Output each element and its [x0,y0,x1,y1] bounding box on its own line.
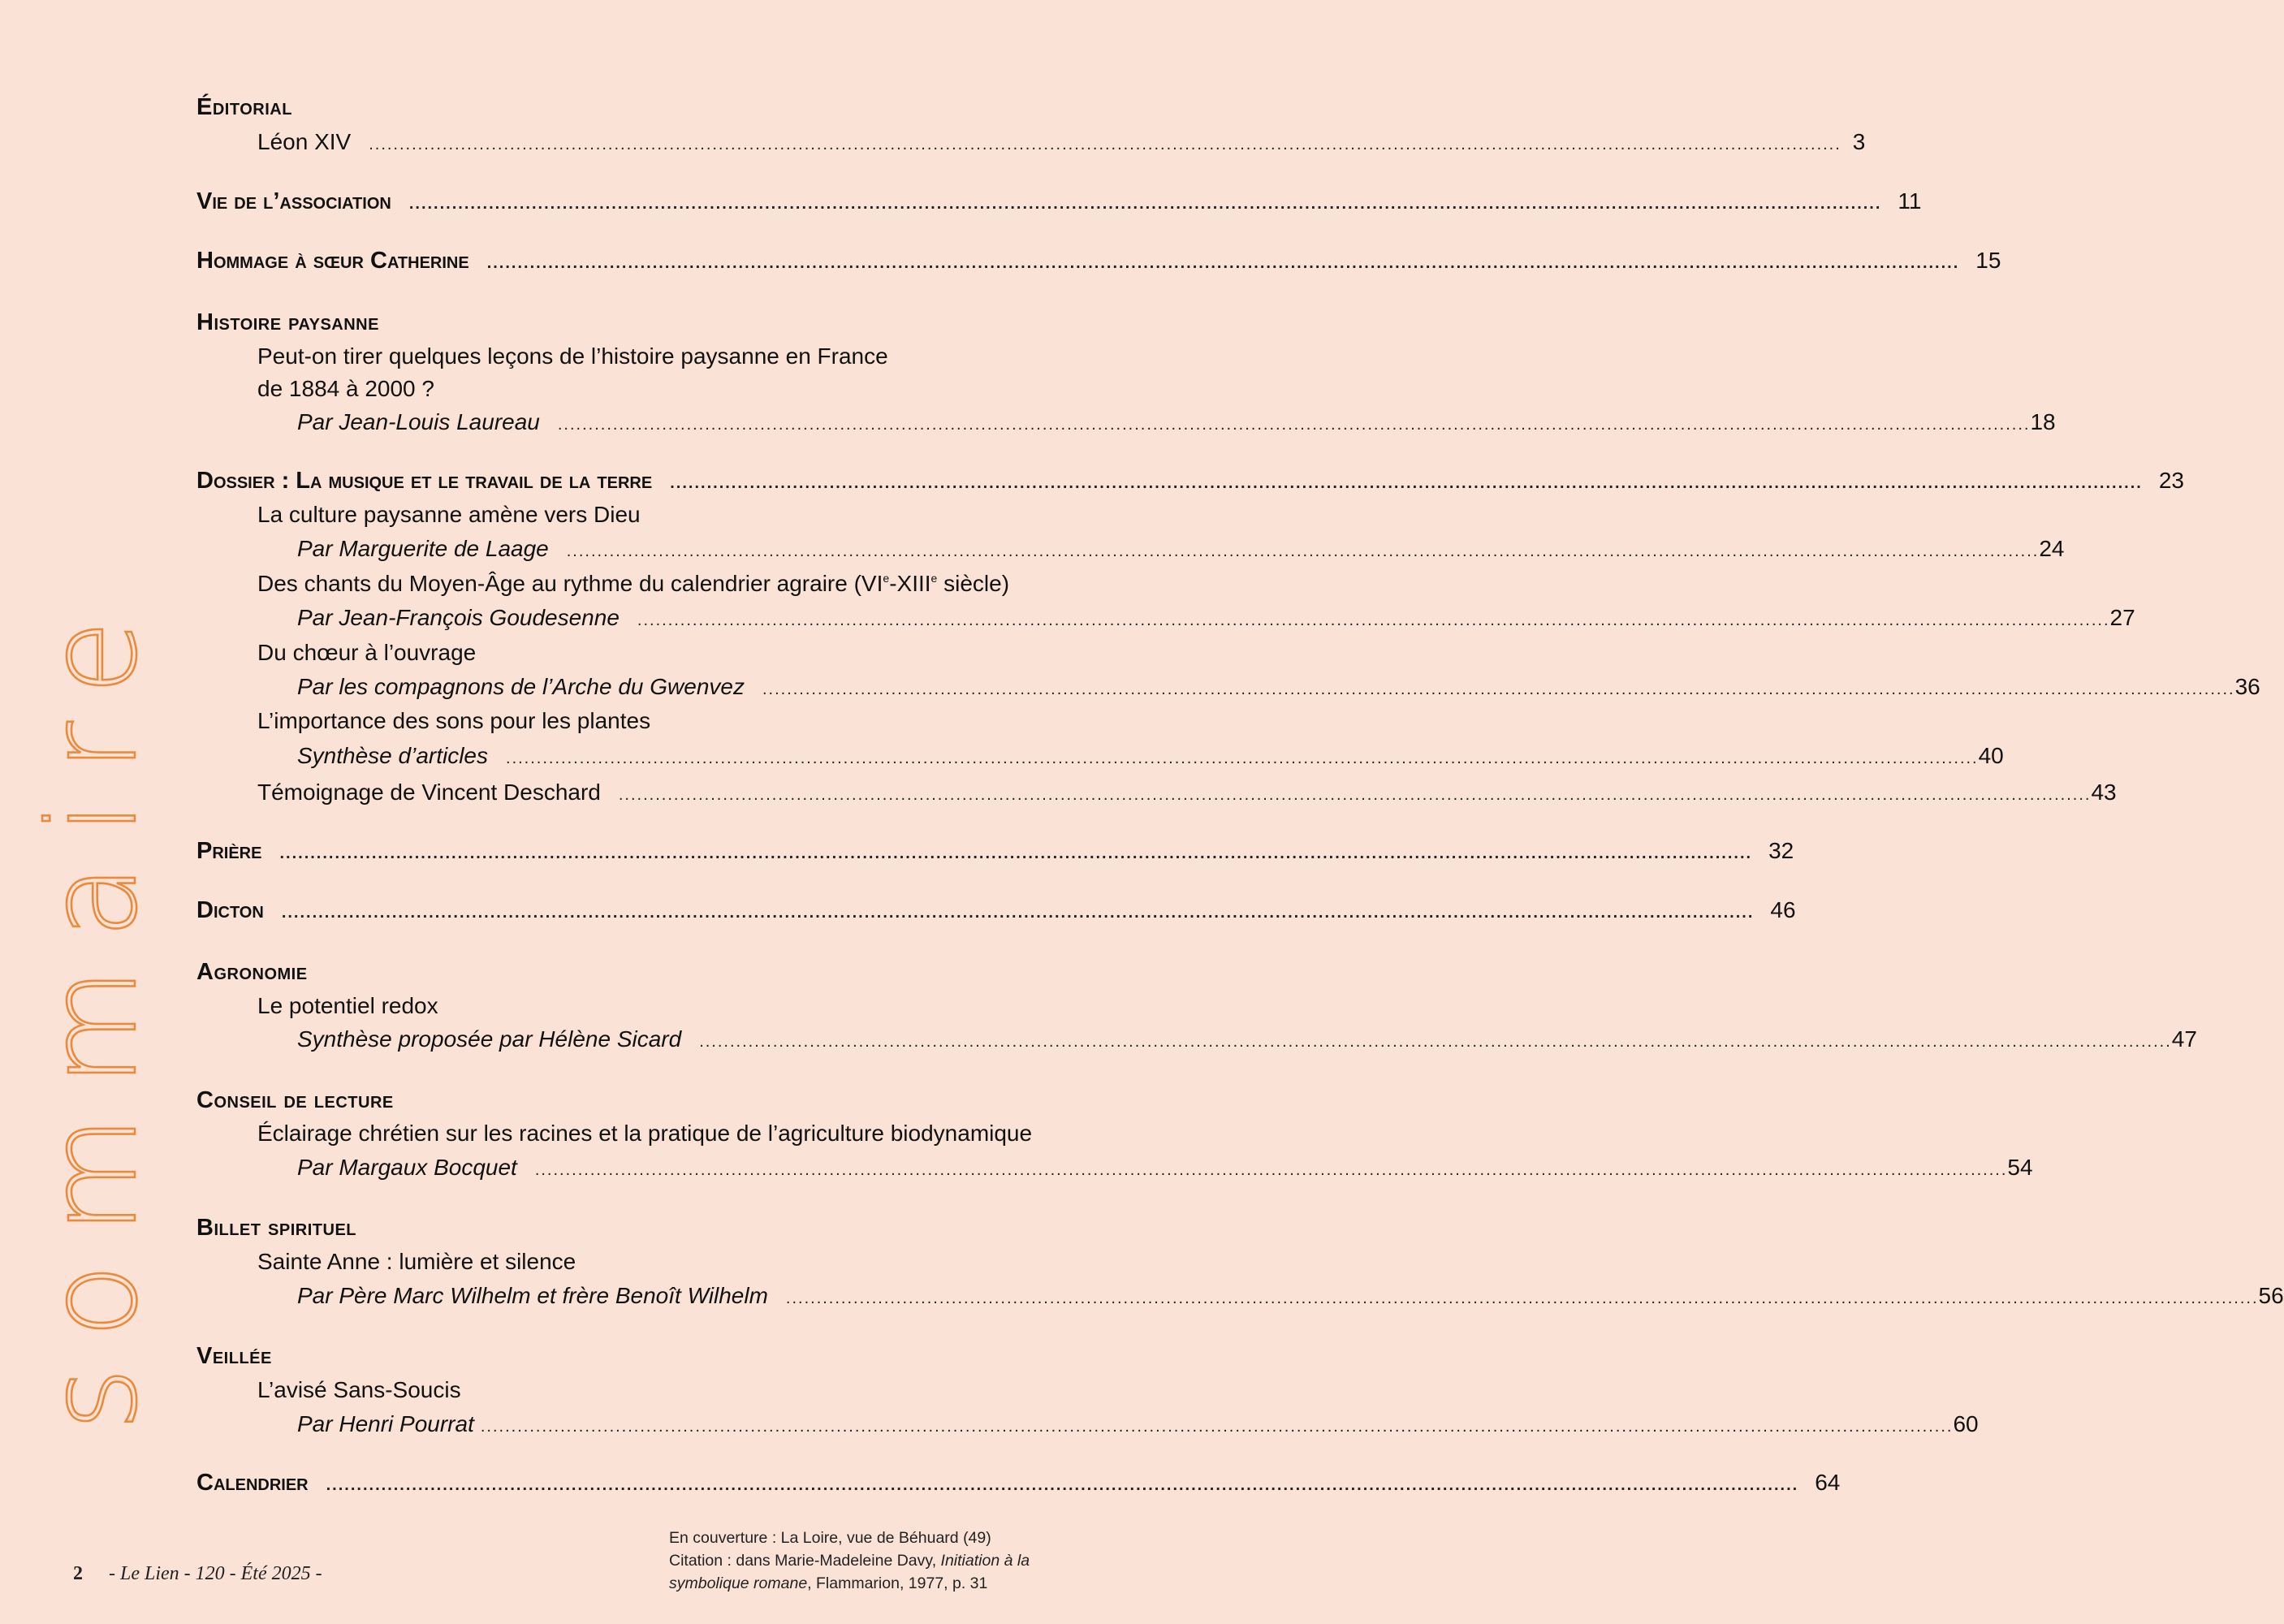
dot-leader [279,844,1752,863]
article-title: Sainte Anne : lumière et silence [257,1249,576,1274]
toc-entry-dossier[interactable] [196,468,2184,500]
entry-page: 36 [2234,674,2260,699]
article-title: L’avisé Sans-Soucis [257,1377,461,1402]
entry-page: 24 [2039,536,2065,561]
sommaire-vertical-title [23,180,164,1431]
article-title: Des chants du Moyen-Âge au rythme du calendrier agraire (VIe-XIIIe siècle) [257,571,1010,596]
entry-page: 15 [1975,248,2001,273]
toc-entry-hommage[interactable] [196,248,2001,280]
entry-page: 32 [1768,838,1794,863]
cover-credit: En couverture : La Loire, vue de Béhuard (49) [669,1529,991,1547]
entry-author: Par Père Marc Wilhelm et frère Benoît Wilhelm [297,1283,768,1308]
dot-leader [487,254,1960,273]
entry-page: 40 [1978,743,2004,768]
entry-author: Par Jean-François Goudesenne [297,605,620,630]
toc-entry-dossier-4[interactable] [297,743,2004,775]
entry-author: Synthèse proposée par Hélène Sicard [297,1026,682,1052]
toc-entry-histoire-author[interactable] [297,409,2056,442]
toc-entry-dossier-3[interactable] [297,674,2260,706]
section-title-editorial: Éditorial [196,94,292,120]
dot-leader [481,1418,1954,1436]
dot-leader [637,611,2110,630]
quote-credit: Citation : dans Marie-Madeleine Davy, Initiation à la symbolique romane, Flammarion, 1977, p. 31 [669,1552,1030,1592]
dot-leader [409,195,1882,214]
section-title-hommage: Hommage à sœur Catherine [196,248,469,274]
entry-page: 11 [1898,188,1922,214]
section-title-billet: Billet spirituel [196,1215,356,1241]
section-title-calendrier: Calendrier [196,1470,309,1496]
section-title-conseil: Conseil de lecture [196,1087,394,1113]
entry-page: 54 [2007,1155,2033,1180]
entry-page: 43 [2091,780,2117,805]
dot-leader [535,1161,2008,1180]
entry-author: Par les compagnons de l’Arche du Gwenvez [297,674,745,699]
entry-page: 46 [1770,897,1796,922]
dot-leader [699,1033,2172,1052]
dot-leader [786,1289,2259,1308]
entry-author: Par Margaux Bocquet [297,1155,517,1180]
dot-leader [326,1476,1799,1495]
toc-entry-dicton[interactable] [196,897,1796,930]
section-title-dicton: Dicton [196,897,264,923]
toc-entry-dossier-1[interactable] [297,536,2065,568]
page-footer [73,1563,322,1585]
entry-page: 64 [1815,1470,1841,1495]
entry-page: 60 [1953,1411,1979,1436]
article-title: Du chœur à l’ouvrage [257,640,477,665]
article-title: Le potentiel redox [257,993,438,1018]
toc-entry-priere[interactable] [196,838,1794,870]
dot-leader [558,416,2031,434]
section-title-agronomie: Agronomie [196,959,308,985]
toc-entry-vie-association[interactable] [196,188,1922,221]
section-title-dossier: Dossier : La musique et le travail de la terre [196,468,653,494]
entry-page: 23 [2158,468,2184,493]
section-title-veillee: Veillée [196,1343,272,1369]
entry-page: 27 [2109,605,2135,630]
article-title: La culture paysanne amène vers Dieu [257,502,641,527]
entry-label: Léon XIV [257,129,352,154]
toc-entry-leon-xiv[interactable] [257,129,1866,162]
cover-credits [669,1527,1083,1595]
dot-leader [670,474,2143,493]
toc-entry-dossier-2[interactable] [297,605,2135,637]
entry-page: 18 [2030,409,2056,434]
article-title: L’importance des sons pour les plantes [257,708,651,733]
toc-entry-calendrier[interactable] [196,1470,1841,1502]
entry-author: Par Marguerite de Laage [297,536,549,561]
article-title-line-1: Peut-on tirer quelques leçons de l’histoire paysanne en France [257,343,888,369]
article-title: Éclairage chrétien sur les racines et la pratique de l’agriculture biodynamique [257,1121,1033,1146]
sommaire-text: sommaire [23,590,164,1431]
dot-leader [369,136,1841,154]
entry-author: Synthèse d’articles [297,743,489,768]
magazine-issue: - Le Lien - 120 - Été 2025 - [109,1563,322,1584]
toc-entry-conseil[interactable] [297,1155,2033,1187]
toc-entry-dossier-5[interactable] [257,780,2117,812]
entry-page: 56 [2258,1283,2284,1308]
entry-page: 47 [2171,1026,2197,1052]
section-title-histoire: Histoire paysanne [196,309,379,335]
entry-author: Par Jean-Louis Laureau [297,409,540,434]
entry-author: Par Henri Pourrat [297,1411,474,1436]
section-title-vie: Vie de l’association [196,188,391,214]
article-title-line-2: de 1884 à 2000 ? [257,376,434,401]
dot-leader [567,542,2040,561]
dot-leader [506,749,1979,768]
toc-entry-billet[interactable] [297,1283,2284,1315]
dot-leader [762,680,2235,699]
entry-label: Témoignage de Vincent Deschard [257,780,601,805]
toc-entry-veillee[interactable] [297,1411,1979,1444]
dot-leader [282,904,1755,922]
entry-page: 3 [1852,129,1866,154]
dot-leader [619,786,2092,805]
page-number: 2 [73,1563,83,1584]
section-title-priere: Prière [196,838,262,864]
toc-entry-agronomie[interactable] [297,1026,2197,1059]
